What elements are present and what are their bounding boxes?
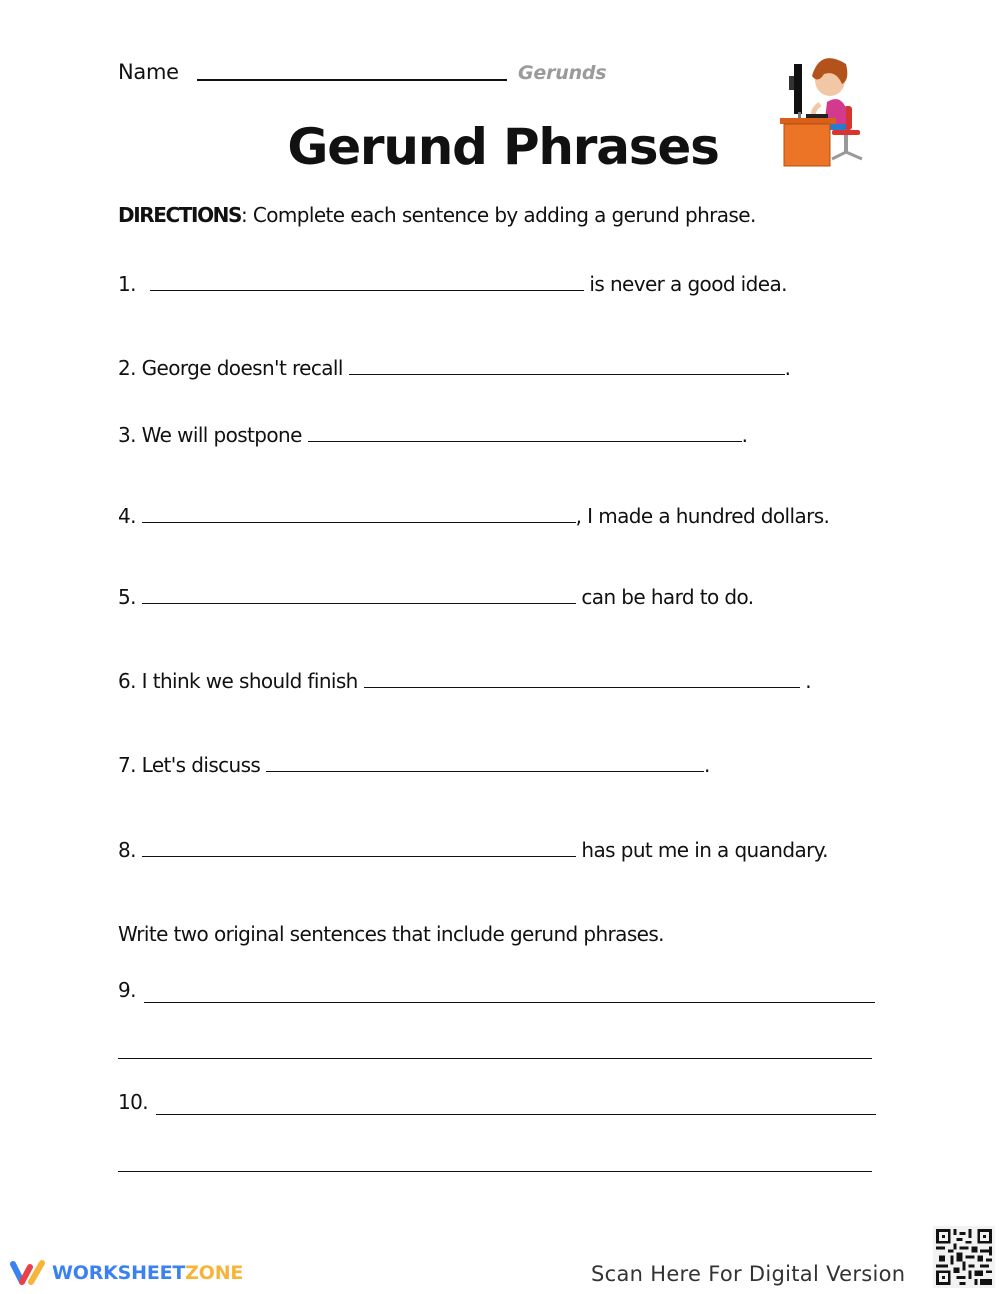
question-text-after: . — [741, 423, 748, 447]
question-text-after: , I made a hundred dollars. — [575, 504, 830, 528]
answer-blank-7[interactable] — [266, 753, 704, 772]
question-1 — [118, 272, 787, 296]
answer-line-9a[interactable] — [144, 1002, 875, 1003]
answer-blank-1[interactable] — [150, 272, 584, 291]
answer-blank-2[interactable] — [349, 356, 785, 375]
question-number: 3. — [118, 423, 136, 447]
page-title: Gerund Phrases — [287, 118, 719, 176]
answer-blank-6[interactable] — [364, 669, 800, 688]
topic-label: Gerunds — [518, 62, 607, 84]
question-8 — [118, 838, 828, 862]
question-3 — [118, 423, 747, 447]
question-text-after: is never a good idea. — [583, 272, 787, 296]
directions-text: : Complete each sentence by adding a gerund phrase. — [241, 203, 756, 227]
question-text-after: . — [799, 669, 812, 693]
girl-typing-at-computer-desk-icon — [772, 34, 882, 174]
question-number: 8. — [118, 838, 136, 862]
answer-blank-5[interactable] — [142, 585, 576, 604]
logo-text-worksheet: WORKSHEET — [52, 1262, 186, 1284]
directions-label: DIRECTIONS — [118, 203, 242, 227]
original-sentences-prompt: Write two original sentences that include gerund phrases. — [118, 922, 664, 946]
question-4 — [118, 504, 829, 528]
question-6 — [118, 669, 811, 693]
answer-line-9b[interactable] — [118, 1058, 872, 1059]
question-number: 5. — [118, 585, 136, 609]
name-input-line[interactable] — [197, 79, 507, 81]
scan-caption: Scan Here For Digital Version — [591, 1262, 906, 1286]
answer-blank-3[interactable] — [308, 423, 742, 442]
answer-blank-4[interactable] — [142, 504, 576, 523]
question-number: 6. — [118, 669, 136, 693]
question-text-before: I think we should finish — [135, 669, 364, 693]
question-text-before: We will postpone — [135, 423, 308, 447]
question-text-after: . — [784, 356, 791, 380]
question-9-number: 9. — [118, 978, 136, 1002]
question-2 — [118, 356, 790, 380]
logo-text-zone: ZONE — [185, 1262, 244, 1284]
question-5 — [118, 585, 754, 609]
question-number: 1. — [118, 272, 136, 296]
name-label: Name — [118, 60, 179, 84]
qr-code-icon[interactable] — [933, 1226, 995, 1288]
answer-blank-8[interactable] — [142, 838, 576, 857]
question-number: 2. — [118, 356, 136, 380]
answer-line-10b[interactable] — [118, 1171, 872, 1172]
directions — [118, 203, 756, 227]
question-number: 7. — [118, 753, 136, 777]
answer-line-10a[interactable] — [156, 1114, 876, 1115]
question-text-before: George doesn't recall — [135, 356, 349, 380]
question-text-before: Let's discuss — [135, 753, 267, 777]
worksheetzone-logo-icon — [8, 1258, 48, 1288]
question-text-after: . — [704, 753, 710, 777]
question-number: 4. — [118, 504, 136, 528]
question-10-number: 10. — [118, 1090, 149, 1114]
question-text-after: has put me in a quandary. — [575, 838, 828, 862]
worksheetzone-logo[interactable] — [8, 1258, 243, 1288]
question-text-after: can be hard to do. — [575, 585, 754, 609]
question-7 — [118, 753, 710, 777]
